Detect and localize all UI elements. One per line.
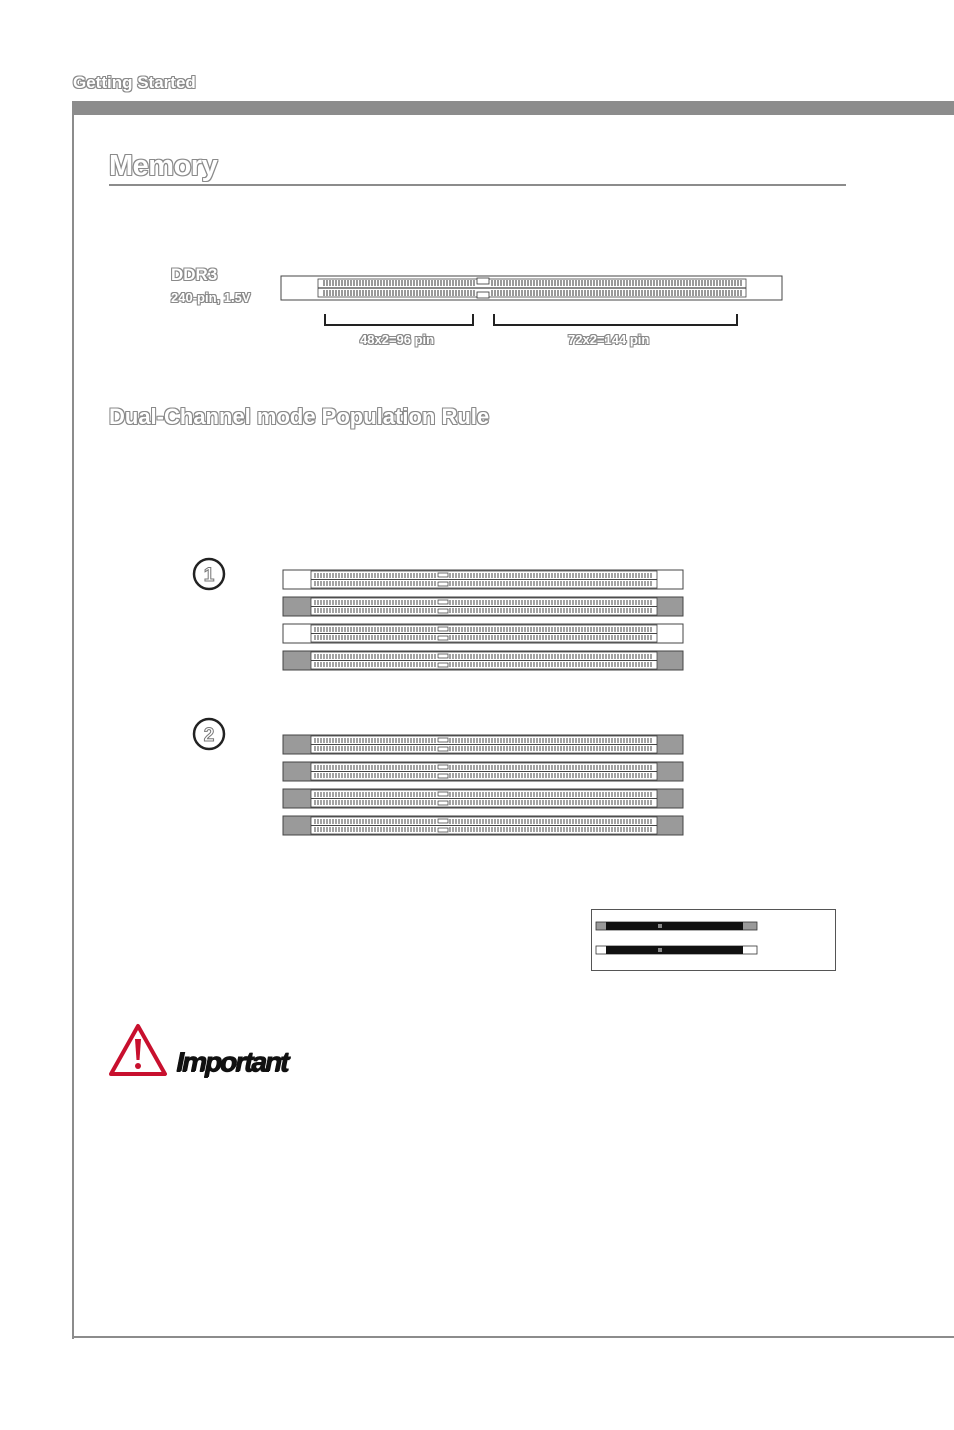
memory-slot-installed (283, 735, 683, 754)
warning-icon (107, 1022, 169, 1083)
pin-count-right: 72x2=144 pin (568, 332, 650, 347)
bracket-left (325, 314, 473, 325)
legend-empty-slot (596, 946, 757, 954)
config-1-number-badge (192, 557, 226, 591)
config-2-number-badge (192, 717, 226, 751)
config-2-slot-diagram (282, 734, 686, 842)
ddr3-label: DDR3 (171, 265, 218, 284)
ddr3-spec: 240-pin, 1.5V (171, 290, 251, 305)
memory-slot-installed (283, 816, 683, 835)
ddr3-module-diagram (280, 274, 785, 332)
memory-slot-empty (283, 570, 683, 589)
memory-slot-empty (283, 624, 683, 643)
bottom-rule (72, 1336, 954, 1338)
important-label: Important (176, 1046, 288, 1077)
section-title-underline (109, 184, 846, 186)
legend-installed-slot (596, 922, 757, 930)
config-1-slot-diagram (282, 569, 686, 677)
memory-slot-installed (283, 597, 683, 616)
config-2-number: 2 (203, 725, 215, 746)
memory-slot-installed (283, 762, 683, 781)
header-bar (74, 101, 954, 115)
section-title-memory: Memory (109, 150, 218, 182)
pin-count-left: 48x2=96 pin (360, 332, 435, 347)
memory-slot-installed (283, 789, 683, 808)
memory-slot-installed (283, 651, 683, 670)
legend-box (591, 909, 836, 971)
section-title-dual-channel: Dual-Channel mode Population Rule (109, 404, 490, 429)
config-1-number: 1 (203, 565, 215, 586)
page-header-title: Getting Started (73, 73, 196, 92)
bracket-right (494, 314, 737, 325)
left-margin-rule (72, 101, 74, 1339)
